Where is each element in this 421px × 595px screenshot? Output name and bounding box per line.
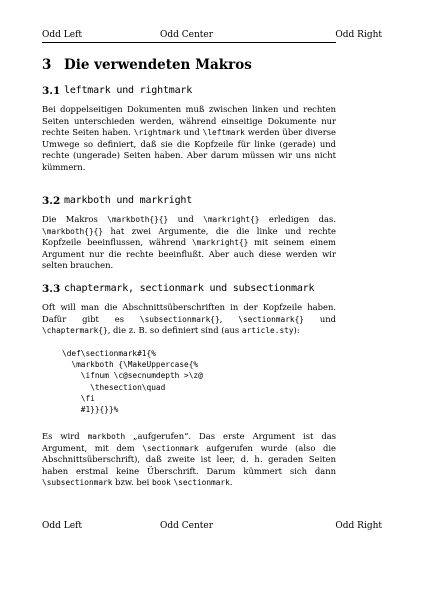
text-run: hat zwei Argumente, die die linke und rechte Kopfzeile beeinflussen, während	[42, 225, 336, 248]
text-run: und	[303, 313, 337, 324]
inline-code: \markboth{}{}	[42, 226, 104, 236]
code-line: \def\sectionmark#1{%	[62, 349, 156, 358]
text-run: und	[168, 214, 204, 224]
text-run: bzw. bei	[112, 477, 153, 488]
section-number: 3.3	[42, 283, 61, 295]
text-run: „aufgerufen“. Das erste Argument ist das Argument, mit dem	[42, 431, 337, 453]
header-rule	[42, 42, 336, 43]
inline-code: \leftmark	[202, 128, 245, 138]
chapter-number: 3	[42, 57, 52, 73]
section-paragraph	[42, 302, 336, 337]
text-run: aufgerufen wurde (also die Abschnittsüberschrift), daß zweite ist leer, d. h. geraden Seiten haben erstmal keine Überschrift. Darum kümmert sich dann	[42, 442, 337, 476]
inline-code: \rightmark	[133, 128, 181, 138]
footer-center: Odd Center	[160, 521, 214, 531]
code-listing	[62, 348, 203, 415]
inline-code: \sectionmark	[142, 443, 199, 453]
inline-code: \subsectionmark	[42, 478, 113, 488]
text-run: mit seinem einem Argument nur die rechte beeinflußt. Aber auch diese werden wir selten brauchen.	[42, 237, 336, 271]
text-run: Die Makros	[42, 214, 108, 224]
inline-code: \markboth{}{}	[107, 215, 169, 224]
text-run: Bei doppelseitigen Dokumenten muß zwischen linken und rechten Seiten unterschieden werden, während einseitige Dokumente nur rechte Seiten haben.	[42, 104, 336, 138]
inline-code: markboth	[87, 432, 126, 441]
text-run: erledigen das.	[259, 214, 336, 224]
inline-code: \sectionmark{}	[238, 314, 304, 324]
inline-code: \chaptermark{}	[42, 326, 108, 336]
code-line: \fi	[62, 393, 95, 403]
code-line: \markboth {\MakeUppercase{%	[62, 360, 199, 370]
footer-left: Odd Left	[42, 521, 83, 531]
section-heading-3-1	[42, 84, 192, 98]
header-right: Odd Right	[335, 30, 382, 40]
inline-code: article.sty	[241, 326, 294, 336]
section-heading-3-3	[42, 282, 314, 296]
code-line: \thesection\quad	[62, 382, 166, 392]
text-run: .	[229, 477, 233, 488]
text-run: , die z. B. so definiert sind (aus	[107, 325, 242, 336]
text-run: und	[180, 127, 203, 138]
chapter-heading	[42, 56, 336, 74]
inline-code: \markright{}	[203, 215, 260, 224]
text-run: Es wird	[42, 431, 88, 441]
text-run: werden über diverse Umwege so definiert, daß sie die Kopfzeile für linke (gerade) und rechte (ungerade) Seiten haben. Aber darum müssen wir uns nicht kümmern.	[42, 127, 336, 172]
header-left: Odd Left	[42, 30, 83, 40]
section-heading-3-2	[42, 194, 192, 208]
section-title: leftmark und rightmark	[64, 85, 193, 96]
text-run: ,	[219, 313, 239, 324]
inline-code: \sectionmark	[173, 478, 230, 488]
header-center: Odd Center	[160, 30, 214, 40]
page-body	[42, 56, 337, 488]
section-title: chaptermark, sectionmark und subsectionmark	[64, 283, 315, 294]
inline-code: \subsectionmark{}	[139, 314, 220, 324]
section-number: 3.2	[42, 195, 61, 207]
footer-right: Odd Right	[335, 521, 382, 531]
chapter-title: Die verwendeten Makros	[64, 57, 252, 73]
section-paragraph	[42, 104, 336, 174]
text-run: Oft will man die Abschnittsüberschriften in der Kopfzeile haben. Dafür gibt es	[42, 302, 336, 324]
section-title: markboth und markright	[64, 195, 193, 206]
section-paragraph	[42, 214, 336, 272]
inline-code: \markright{}	[191, 238, 249, 248]
section-paragraph	[42, 431, 336, 489]
code-line: #1}}{}}%	[62, 405, 119, 415]
inline-code: book	[152, 478, 171, 488]
section-number: 3.1	[42, 85, 61, 97]
text-run: ):	[293, 325, 300, 336]
code-line: \ifnum \c@secnumdepth >\z@	[62, 371, 203, 381]
